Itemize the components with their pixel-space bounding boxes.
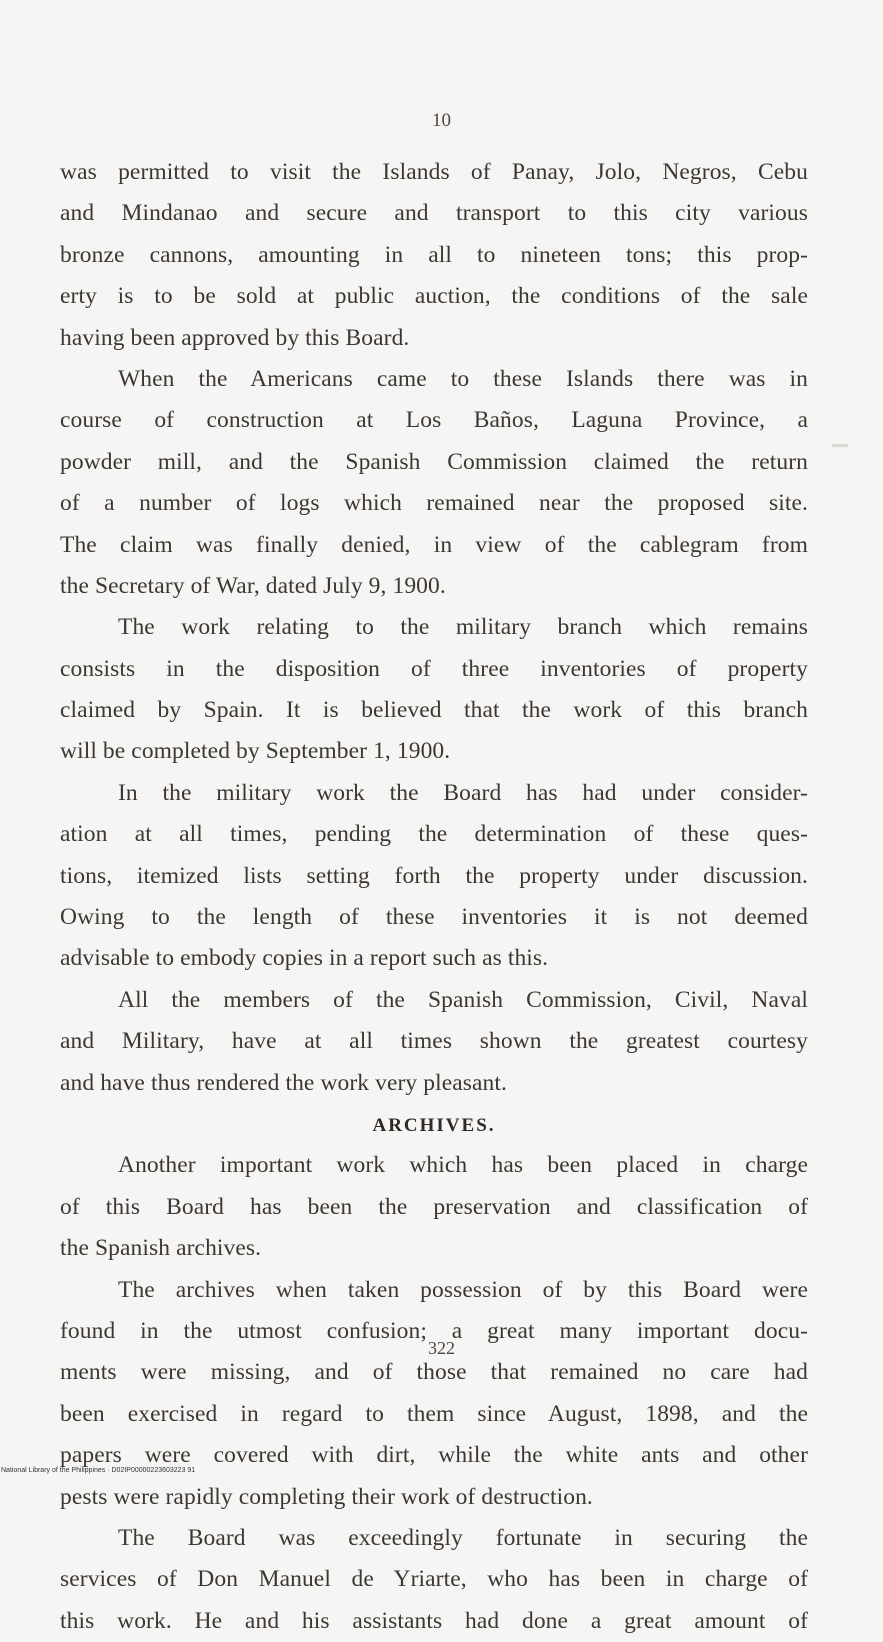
text-line: tions, itemized lists setting forth the property under discussion. — [60, 862, 808, 889]
text-line: The claim was finally denied, in view of the cablegram from — [60, 531, 808, 558]
text-line: pests were rapidly completing their work of destruction. — [60, 1483, 593, 1510]
text-line: advisable to embody copies in a report such as this. — [60, 945, 549, 972]
folio-number: 322 — [428, 1338, 455, 1358]
text-line: Another important work which has been placed in charge — [118, 1152, 808, 1179]
text-line: the Secretary of War, dated July 9, 1900. — [60, 572, 446, 599]
text-line: papers were covered with dirt, while the white ants and other — [60, 1442, 808, 1469]
text-line: and Military, have at all times shown the greatest courtesy — [60, 1028, 808, 1055]
text-line: Owing to the length of these inventories it is not deemed — [60, 904, 808, 931]
footer-credit: National Library of the Philippines · D02IP00000223603223 91 — [1, 1467, 196, 1474]
text-line: The work relating to the military branch which remains — [118, 614, 808, 641]
text-line: claimed by Spain. It is believed that the work of this branch — [60, 697, 808, 724]
scan-artifact — [832, 444, 848, 447]
text-line: erty is to be sold at public auction, the conditions of the sale — [60, 283, 808, 310]
text-line: services of Don Manuel de Yriarte, who has been in charge of — [60, 1566, 808, 1593]
section-heading: ARCHIVES. — [372, 1114, 496, 1136]
text-line: having been approved by this Board. — [60, 324, 410, 351]
text-line: will be completed by September 1, 1900. — [60, 738, 451, 765]
text-line: been exercised in regard to them since August, 1898, and the — [60, 1400, 808, 1427]
text-line: consists in the disposition of three inventories of property — [60, 655, 808, 682]
text-line: The archives when taken possession of by this Board were — [118, 1276, 808, 1303]
text-line: was permitted to visit the Islands of Panay, Jolo, Negros, Cebu — [60, 159, 808, 185]
text-line: powder mill, and the Spanish Commission claimed the return — [60, 448, 808, 475]
text-line: When the Americans came to these Islands there was in — [118, 365, 808, 392]
text-line: bronze cannons, amounting in all to nineteen tons; this prop- — [60, 241, 808, 268]
text-line: this work. He and his assistants had done a great amount of — [60, 1607, 808, 1634]
text-line: and have thus rendered the work very pleasant. — [60, 1069, 508, 1096]
text-line: In the military work the Board has had under consider- — [118, 779, 808, 806]
text-line: of a number of logs which remained near the proposed site. — [60, 490, 808, 517]
text-line: ments were missing, and of those that remained no care had — [60, 1359, 808, 1386]
text-line: the Spanish archives. — [60, 1235, 262, 1262]
text-line: found in the utmost confusion; a great many important docu- — [60, 1317, 808, 1344]
text-line: All the members of the Spanish Commission, Civil, Naval — [118, 986, 808, 1013]
body-text — [60, 152, 808, 1642]
page-number: 10 — [432, 110, 451, 131]
text-line: and Mindanao and secure and transport to this city various — [60, 200, 808, 227]
text-line: ation at all times, pending the determination of these ques- — [60, 821, 808, 848]
text-line: The Board was exceedingly fortunate in securing the — [118, 1524, 808, 1551]
text-line: of this Board has been the preservation and classification of — [60, 1193, 808, 1220]
text-line: course of construction at Los Baños, Laguna Province, a — [60, 407, 808, 434]
